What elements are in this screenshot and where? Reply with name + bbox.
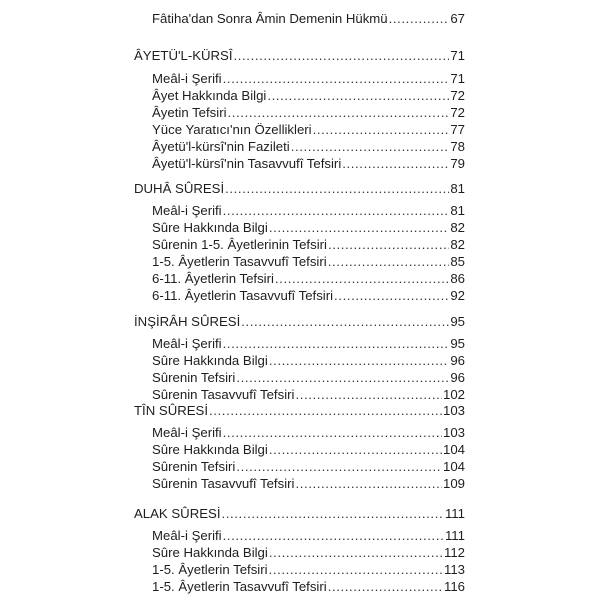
dot-leader [328,253,450,270]
dot-leader [269,441,442,458]
toc-entry-title: Sûre Hakkında Bilgi [152,442,268,457]
toc-entry [152,138,465,155]
dot-leader [295,386,442,403]
toc-entry-title: Meâl-i Şerifi [152,425,222,440]
toc-entry [152,104,465,121]
toc-page-number: 82 [450,220,465,235]
toc-entry-title: 6-11. Âyetlerin Tefsiri [152,271,274,286]
dot-leader [291,138,450,155]
toc-entry [152,202,465,219]
toc-page-number: 103 [442,425,465,440]
dot-leader [225,180,449,197]
toc-entry-title: Âyetin Tefsiri [152,105,227,120]
toc-entry-title: Meâl-i Şerifi [152,203,222,218]
dot-leader [223,70,450,87]
toc-entry [152,475,465,492]
toc-page-number: 78 [450,139,465,154]
toc-entry-title: 6-11. Âyetlerin Tasavvufî Tefsiri [152,288,334,303]
dot-leader [275,270,449,287]
toc-page-number: 92 [450,288,465,303]
toc-entry [152,87,465,104]
dot-leader [267,87,449,104]
dot-leader [209,402,442,419]
toc-entry-title: ÂYETÜ'L-KÜRSÎ [134,48,233,63]
toc-page-number: 81 [450,181,465,196]
toc-page-number: 96 [450,353,465,368]
toc-page-number: 86 [450,271,465,286]
dot-leader [236,458,442,475]
toc-page-number: 116 [443,579,465,594]
toc-page-number: 79 [450,156,465,171]
toc-entry-title: Sûrenin Tefsiri [152,459,236,474]
toc-entry-title: 1-5. Âyetlerin Tasavvufî Tefsiri [152,254,327,269]
toc-page-number: 85 [450,254,465,269]
toc-entry-title: Âyetü'l-kürsî'nin Tasavvufî Tefsiri [152,156,342,171]
dot-leader [228,104,450,121]
toc-entry [152,386,465,403]
toc-heading [134,505,465,522]
dot-leader [236,369,449,386]
dot-leader [222,505,444,522]
toc-entry-title: DUHÂ SÛRESİ [134,181,225,196]
toc-page-number: 82 [450,237,465,252]
toc-page-number: 111 [444,506,465,521]
dot-leader [269,544,443,561]
toc-entry [152,70,465,87]
toc-page-number: 81 [450,203,465,218]
dot-leader [234,47,450,64]
toc-entry [152,219,465,236]
toc-entry-title: Sûre Hakkında Bilgi [152,545,268,560]
toc-entry [152,10,465,27]
dot-leader [269,352,450,369]
toc-entry-title: Meâl-i Şerifi [152,71,222,86]
dot-leader [295,475,442,492]
toc-entry-title: Meâl-i Şerifi [152,336,222,351]
toc-entry [152,352,465,369]
toc-entry [152,253,465,270]
toc-entry [152,369,465,386]
toc-heading [134,180,465,197]
toc-entry-title: TÎN SÛRESİ [134,403,209,418]
toc-entry-title: 1-5. Âyetlerin Tasavvufî Tefsiri [152,579,327,594]
toc-entry-title: Fâtiha'dan Sonra Âmin Demenin Hükmü [152,11,388,26]
toc-page-number: 113 [443,562,465,577]
dot-leader [328,578,443,595]
toc-entry-title: Sûre Hakkında Bilgi [152,353,268,368]
toc-page-number: 104 [442,442,465,457]
toc-entry-title: Âyetü'l-kürsî'nin Fazileti [152,139,290,154]
dot-leader [328,236,449,253]
toc-entry [152,335,465,352]
toc-heading [134,313,465,330]
toc-page-number: 71 [450,71,465,86]
dot-leader [342,155,449,172]
toc-entry [152,424,465,441]
toc-entry-title: Sûrenin Tasavvufî Tefsiri [152,387,295,402]
toc-page-number: 103 [442,403,465,418]
toc-page-number: 112 [443,545,465,560]
dot-leader [389,10,450,27]
toc-entry [152,578,465,595]
toc-page-number: 95 [450,336,465,351]
toc-entry-title: Sûrenin Tasavvufî Tefsiri [152,476,295,491]
toc-entry-title: Sûrenin 1-5. Âyetlerinin Tefsiri [152,237,327,252]
toc-page-number: 71 [450,48,465,63]
dot-leader [223,527,444,544]
dot-leader [269,219,450,236]
dot-leader [241,313,449,330]
dot-leader [223,424,442,441]
toc-entry [152,287,465,304]
toc-heading [134,402,465,419]
dot-leader [313,121,450,138]
toc-page-number: 104 [442,459,465,474]
toc-entry [152,527,465,544]
dot-leader [269,561,443,578]
toc-page-number: 72 [450,105,465,120]
toc-entry [152,270,465,287]
toc-entry [152,121,465,138]
toc-entry [152,544,465,561]
toc-entry-title: Yüce Yaratıcı'nın Özellikleri [152,122,312,137]
dot-leader [334,287,449,304]
toc-page-number: 77 [450,122,465,137]
toc-page-number: 72 [450,88,465,103]
toc-entry-title: Sûrenin Tefsiri [152,370,236,385]
toc-entry [152,561,465,578]
toc-entry-title: ALAK SÛRESİ [134,506,221,521]
toc-entry [152,458,465,475]
toc-entry-title: Âyet Hakkında Bilgi [152,88,267,103]
toc-entry [152,441,465,458]
toc-entry-title: 1-5. Âyetlerin Tefsiri [152,562,268,577]
toc-entry [152,155,465,172]
toc-page-number: 109 [442,476,465,491]
toc-page-number: 102 [442,387,465,402]
toc-page-number: 96 [450,370,465,385]
dot-leader [223,335,450,352]
toc-page-number: 111 [444,528,465,543]
toc-heading [134,47,465,64]
toc-entry [152,236,465,253]
toc-entry-title: Meâl-i Şerifi [152,528,222,543]
toc-entry-title: Sûre Hakkında Bilgi [152,220,268,235]
toc-page-number: 95 [450,314,465,329]
dot-leader [223,202,450,219]
toc-page-number: 67 [450,11,465,26]
toc-entry-title: İNŞİRÂH SÛRESİ [134,314,241,329]
